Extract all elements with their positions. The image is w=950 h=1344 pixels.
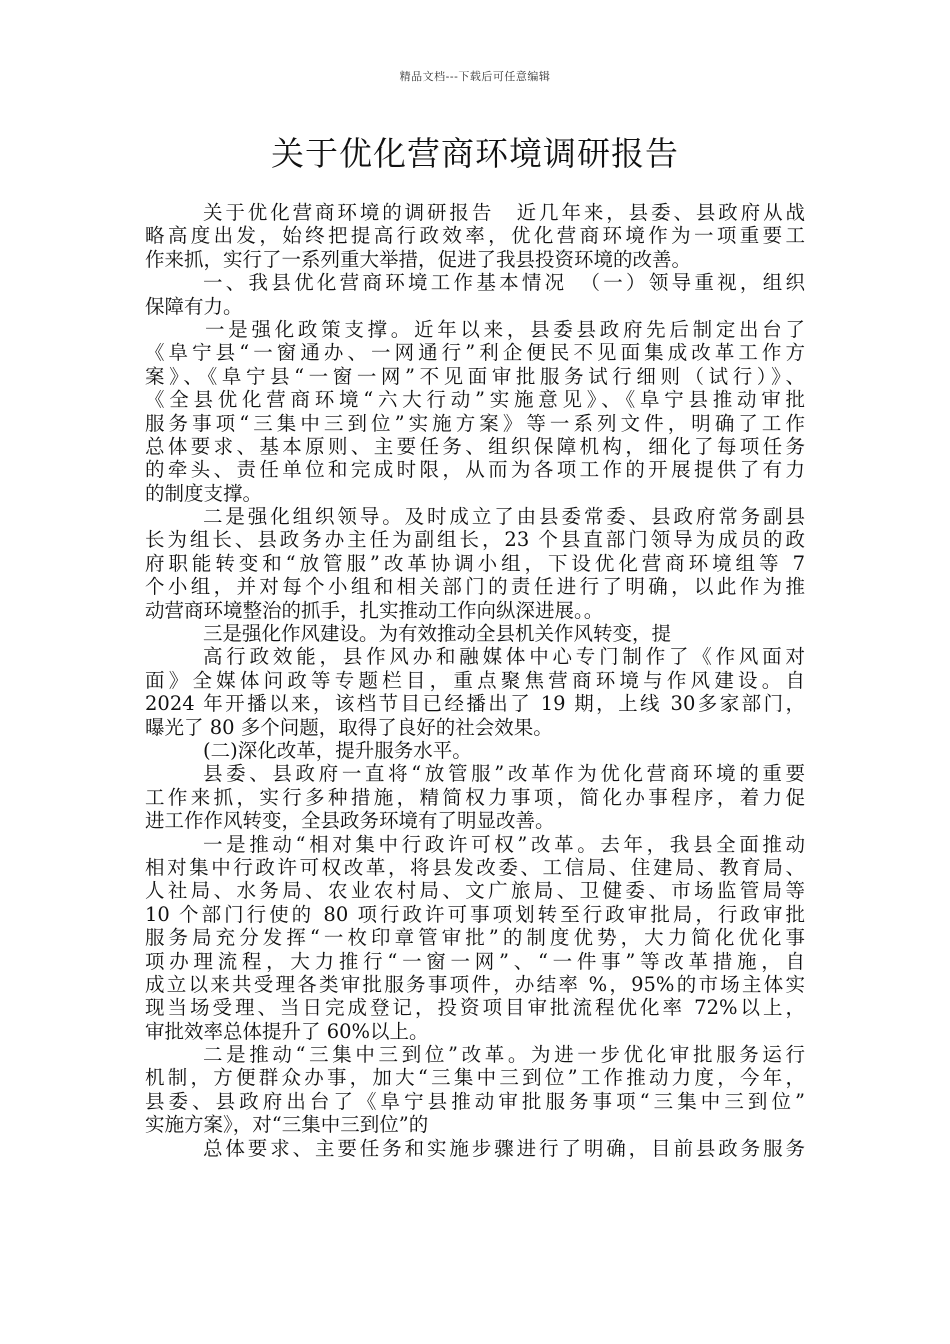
- body-line: 进工作作风转变，全县政务环境有了明显改善。: [145, 809, 555, 833]
- body-line: 实施方案》，对“三集中三到位”的: [145, 1113, 429, 1137]
- body-line: 关于优化营商环境的调研报告 近几年来，县委、县政府从战: [203, 201, 805, 224]
- body-line: 县委、县政府一直将“放管服”改革作为优化营商环境的重要: [203, 762, 805, 786]
- body-line: 案》、《阜宁县“一窗一网”不见面审批服务试行细则（试行）》、: [145, 364, 805, 388]
- body-line: 保障有力。: [145, 294, 243, 318]
- body-line: 人社局、水务局、农业农村局、文广旅局、卫健委、市场监管局等: [145, 879, 805, 903]
- body-line: 10 个部门行使的 80 项行政许可事项划转至行政审批局，行政审批: [145, 902, 805, 926]
- body-line: 长为组长、县政务办主任为副组长，23 个县直部门领导为成员的政: [145, 528, 805, 552]
- body-line: 《阜宁县“一窗通办、一网通行”利企便民不见面集成改革工作方: [145, 341, 805, 365]
- body-line: 一是推动“相对集中行政许可权”改革。去年，我县全面推动: [203, 832, 805, 856]
- body-line: 服务事项“三集中三到位”实施方案》等一系列文件，明确了工作: [145, 411, 805, 435]
- body-line: 《全县优化营商环境“六大行动”实施意见》、《阜宁县推动审批: [145, 388, 805, 412]
- body-line: 审批效率总体提升了 60%以上。: [145, 1019, 429, 1043]
- body-line: 一是强化政策支撑。近年以来，县委县政府先后制定出台了: [205, 317, 805, 341]
- body-line: 机制，方便群众办事，加大“三集中三到位”工作推动力度，今年，: [145, 1066, 805, 1090]
- body-line: 高行政效能，县作风办和融媒体中心专门制作了《作风面对: [203, 645, 805, 669]
- body-line: 三是强化作风建设。为有效推动全县机关作风转变，提: [203, 622, 672, 646]
- body-line: 项办理流程，大力推行“一窗一网”、“一件事”等改革措施，自: [145, 949, 805, 973]
- body-line: 略高度出发，始终把提高行政效率，优化营商环境作为一项重要工: [145, 224, 805, 248]
- body-line: 相对集中行政许可权改革，将县发改委、工信局、住建局、教育局、: [145, 855, 805, 879]
- body-line: 总体要求、主要任务和实施步骤进行了明确，目前县政务服务: [203, 1136, 805, 1160]
- document-body: [145, 201, 805, 1160]
- body-line: 一、我县优化营商环境工作基本情况 （一）领导重视，组织: [203, 271, 805, 295]
- body-line: 总体要求、基本原则、主要任务、组织保障机构，细化了每项任务: [145, 434, 805, 458]
- body-line: 现当场受理、当日完成登记，投资项目审批流程优化率 72%以上，: [145, 996, 805, 1020]
- body-line: 工作来抓，实行多种措施，精简权力事项，简化办事程序，着力促: [145, 785, 805, 809]
- body-line: 曝光了 80 多个问题，取得了良好的社会效果。: [145, 715, 553, 739]
- body-line: 2024 年开播以来，该档节目已经播出了 19 期，上线 30多家部门，: [145, 692, 805, 716]
- body-line: 的牵头、责任单位和完成时限，从而为各项工作的开展提供了有力: [145, 458, 805, 482]
- body-line: (二)深化改革，提升服务水平。: [203, 738, 472, 762]
- body-line: 个小组，并对每个小组和相关部门的责任进行了明确，以此作为推: [145, 575, 805, 599]
- body-line: 面》全媒体问政等专题栏目，重点聚焦营商环境与作风建设。自: [145, 668, 805, 692]
- body-line: 二是强化组织领导。及时成立了由县委常委、县政府常务副县: [203, 505, 805, 529]
- document-title: 关于优化营商环境调研报告: [271, 134, 679, 173]
- body-line: 县委、县政府出台了《阜宁县推动审批服务事项“三集中三到位”: [145, 1089, 805, 1113]
- page-header-watermark: 精品文档---下载后可任意编辑: [399, 70, 551, 83]
- body-line: 作来抓，实行了一系列重大举措，促进了我县投资环境的改善。: [145, 247, 692, 271]
- body-line: 动营商环境整治的抓手，扎实推动工作向纵深进展。。: [145, 598, 604, 622]
- body-line: 二是推动“三集中三到位”改革。为进一步优化审批服务运行: [203, 1043, 805, 1067]
- body-line: 服务局充分发挥“一枚印章管审批”的制度优势，大力简化优化事: [145, 926, 805, 950]
- body-line: 的制度支撑。: [145, 481, 263, 505]
- body-line: 府职能转变和“放管服”改革协调小组，下设优化营商环境组等 7: [145, 551, 805, 575]
- body-line: 成立以来共受理各类审批服务事项件，办结率 %，95%的市场主体实: [145, 972, 805, 996]
